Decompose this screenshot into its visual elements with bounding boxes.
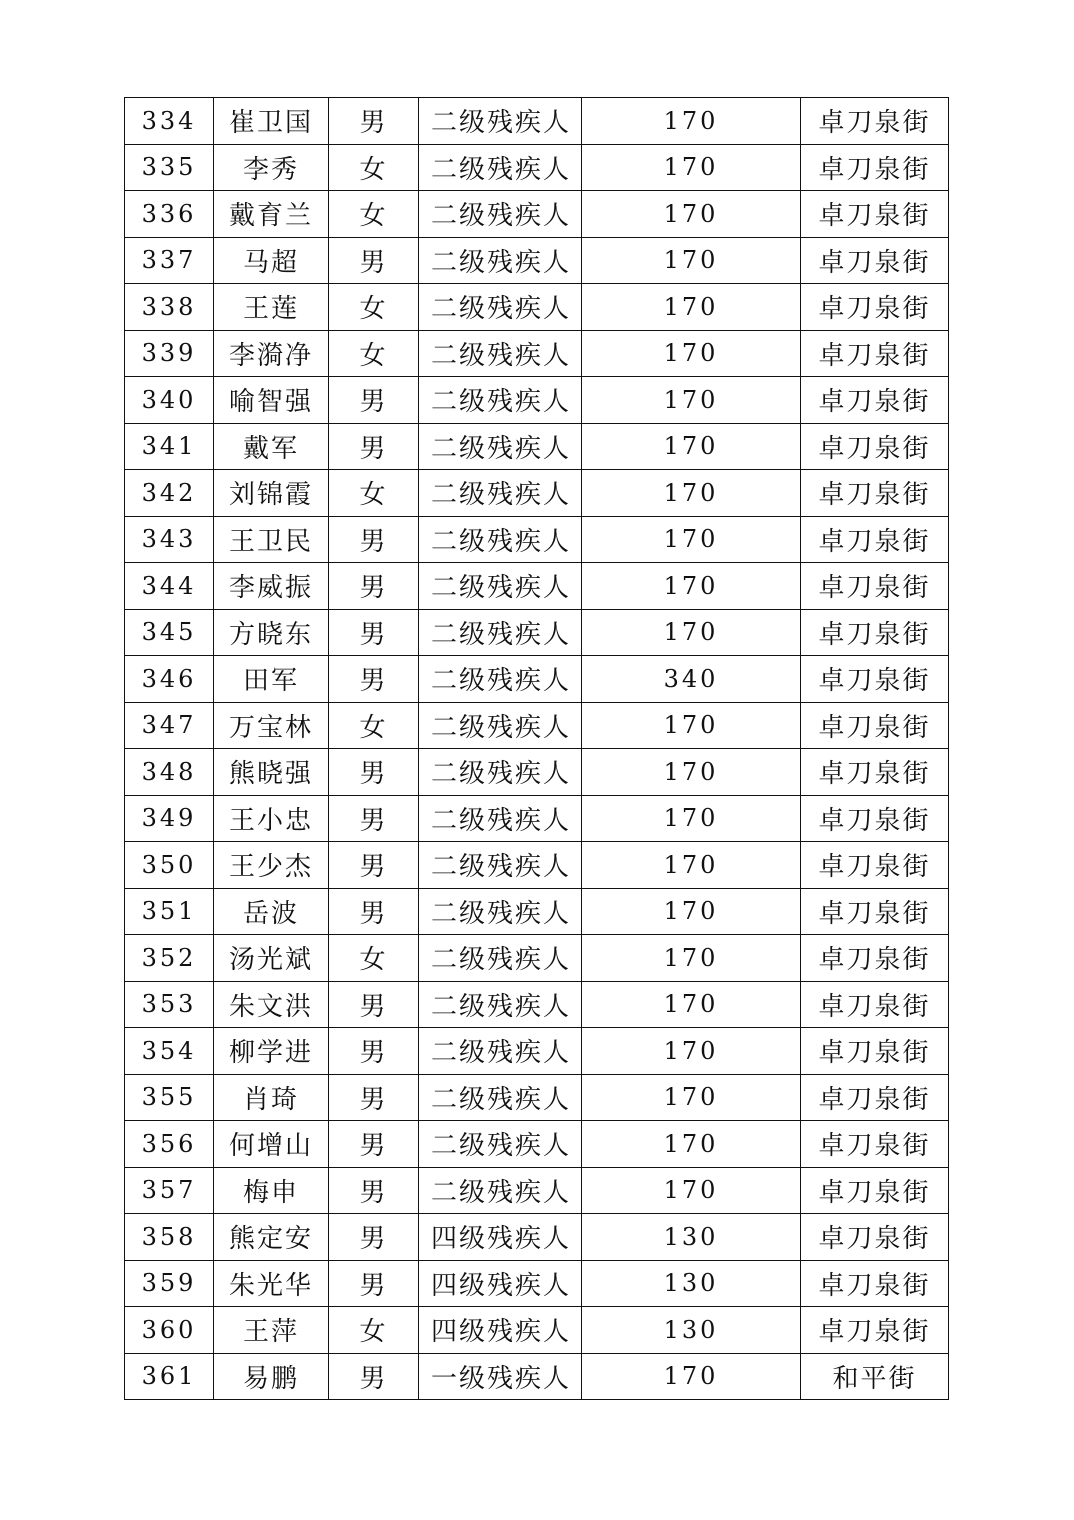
table-row [125, 330, 949, 377]
table-row [125, 1074, 949, 1121]
street-cell: 卓刀泉街 [801, 1167, 949, 1214]
street-cell: 和平街 [801, 1353, 949, 1400]
amount-cell: 170 [582, 1353, 801, 1400]
table-row [125, 284, 949, 331]
row-number-cell: 346 [125, 656, 214, 703]
street-cell: 卓刀泉街 [801, 656, 949, 703]
row-number-cell: 340 [125, 377, 214, 424]
street-cell: 卓刀泉街 [801, 98, 949, 145]
street-cell: 卓刀泉街 [801, 842, 949, 889]
gender-cell: 女 [329, 284, 419, 331]
amount-cell: 170 [582, 935, 801, 982]
name-cell: 朱文洪 [214, 981, 329, 1028]
disability-level-cell: 二级残疾人 [419, 981, 582, 1028]
name-cell: 万宝林 [214, 702, 329, 749]
table-row [125, 1307, 949, 1354]
disability-level-cell: 二级残疾人 [419, 888, 582, 935]
gender-cell: 男 [329, 656, 419, 703]
street-cell: 卓刀泉街 [801, 981, 949, 1028]
amount-cell: 130 [582, 1260, 801, 1307]
gender-cell: 男 [329, 1353, 419, 1400]
name-cell: 梅申 [214, 1167, 329, 1214]
street-cell: 卓刀泉街 [801, 609, 949, 656]
disability-level-cell: 二级残疾人 [419, 377, 582, 424]
gender-cell: 男 [329, 888, 419, 935]
gender-cell: 女 [329, 330, 419, 377]
table-row [125, 470, 949, 517]
name-cell: 何增山 [214, 1121, 329, 1168]
street-cell: 卓刀泉街 [801, 516, 949, 563]
row-number-cell: 355 [125, 1074, 214, 1121]
gender-cell: 男 [329, 1121, 419, 1168]
row-number-cell: 335 [125, 144, 214, 191]
street-cell: 卓刀泉街 [801, 1121, 949, 1168]
gender-cell: 男 [329, 749, 419, 796]
name-cell: 王莲 [214, 284, 329, 331]
amount-cell: 170 [582, 144, 801, 191]
name-cell: 熊定安 [214, 1214, 329, 1261]
name-cell: 易鹏 [214, 1353, 329, 1400]
row-number-cell: 357 [125, 1167, 214, 1214]
name-cell: 柳学进 [214, 1028, 329, 1075]
name-cell: 方晓东 [214, 609, 329, 656]
name-cell: 王少杰 [214, 842, 329, 889]
name-cell: 熊晓强 [214, 749, 329, 796]
gender-cell: 男 [329, 98, 419, 145]
name-cell: 汤光斌 [214, 935, 329, 982]
disability-level-cell: 四级残疾人 [419, 1214, 582, 1261]
disability-level-cell: 二级残疾人 [419, 144, 582, 191]
disability-level-cell: 二级残疾人 [419, 330, 582, 377]
gender-cell: 男 [329, 842, 419, 889]
table-row [125, 1121, 949, 1168]
street-cell: 卓刀泉街 [801, 935, 949, 982]
gender-cell: 男 [329, 609, 419, 656]
table-row [125, 191, 949, 238]
name-cell: 李秀 [214, 144, 329, 191]
gender-cell: 女 [329, 191, 419, 238]
subsidy-table [124, 97, 949, 1400]
gender-cell: 男 [329, 1028, 419, 1075]
table-row [125, 98, 949, 145]
table-row [125, 1167, 949, 1214]
disability-level-cell: 二级残疾人 [419, 563, 582, 610]
disability-level-cell: 二级残疾人 [419, 470, 582, 517]
street-cell: 卓刀泉街 [801, 470, 949, 517]
disability-level-cell: 二级残疾人 [419, 191, 582, 238]
table-row [125, 1353, 949, 1400]
table-row [125, 888, 949, 935]
table-row [125, 609, 949, 656]
disability-level-cell: 二级残疾人 [419, 935, 582, 982]
row-number-cell: 356 [125, 1121, 214, 1168]
gender-cell: 女 [329, 144, 419, 191]
disability-level-cell: 二级残疾人 [419, 842, 582, 889]
amount-cell: 170 [582, 377, 801, 424]
table-row [125, 935, 949, 982]
table-body [125, 98, 949, 1400]
table-row [125, 377, 949, 424]
gender-cell: 男 [329, 237, 419, 284]
table-row [125, 516, 949, 563]
row-number-cell: 338 [125, 284, 214, 331]
gender-cell: 女 [329, 935, 419, 982]
row-number-cell: 361 [125, 1353, 214, 1400]
amount-cell: 170 [582, 423, 801, 470]
row-number-cell: 337 [125, 237, 214, 284]
table-row [125, 1214, 949, 1261]
street-cell: 卓刀泉街 [801, 191, 949, 238]
street-cell: 卓刀泉街 [801, 330, 949, 377]
street-cell: 卓刀泉街 [801, 1214, 949, 1261]
gender-cell: 男 [329, 1260, 419, 1307]
amount-cell: 170 [582, 470, 801, 517]
disability-level-cell: 二级残疾人 [419, 284, 582, 331]
street-cell: 卓刀泉街 [801, 563, 949, 610]
gender-cell: 男 [329, 377, 419, 424]
row-number-cell: 336 [125, 191, 214, 238]
amount-cell: 170 [582, 1074, 801, 1121]
row-number-cell: 352 [125, 935, 214, 982]
street-cell: 卓刀泉街 [801, 702, 949, 749]
amount-cell: 170 [582, 842, 801, 889]
gender-cell: 男 [329, 981, 419, 1028]
row-number-cell: 348 [125, 749, 214, 796]
table-row [125, 842, 949, 889]
name-cell: 戴军 [214, 423, 329, 470]
street-cell: 卓刀泉街 [801, 237, 949, 284]
amount-cell: 170 [582, 1028, 801, 1075]
disability-level-cell: 二级残疾人 [419, 1028, 582, 1075]
gender-cell: 男 [329, 1074, 419, 1121]
name-cell: 肖琦 [214, 1074, 329, 1121]
row-number-cell: 350 [125, 842, 214, 889]
disability-level-cell: 二级残疾人 [419, 656, 582, 703]
amount-cell: 340 [582, 656, 801, 703]
table-row [125, 144, 949, 191]
disability-level-cell: 一级残疾人 [419, 1353, 582, 1400]
street-cell: 卓刀泉街 [801, 1074, 949, 1121]
table-row [125, 423, 949, 470]
table-row [125, 1028, 949, 1075]
street-cell: 卓刀泉街 [801, 284, 949, 331]
name-cell: 刘锦霞 [214, 470, 329, 517]
street-cell: 卓刀泉街 [801, 795, 949, 842]
table-row [125, 563, 949, 610]
amount-cell: 170 [582, 284, 801, 331]
row-number-cell: 339 [125, 330, 214, 377]
disability-level-cell: 二级残疾人 [419, 237, 582, 284]
amount-cell: 130 [582, 1307, 801, 1354]
amount-cell: 170 [582, 516, 801, 563]
amount-cell: 170 [582, 330, 801, 377]
name-cell: 李漪净 [214, 330, 329, 377]
disability-level-cell: 二级残疾人 [419, 702, 582, 749]
amount-cell: 170 [582, 98, 801, 145]
amount-cell: 170 [582, 609, 801, 656]
street-cell: 卓刀泉街 [801, 377, 949, 424]
name-cell: 李威振 [214, 563, 329, 610]
name-cell: 喻智强 [214, 377, 329, 424]
amount-cell: 170 [582, 795, 801, 842]
amount-cell: 130 [582, 1214, 801, 1261]
row-number-cell: 344 [125, 563, 214, 610]
street-cell: 卓刀泉街 [801, 423, 949, 470]
amount-cell: 170 [582, 702, 801, 749]
row-number-cell: 334 [125, 98, 214, 145]
disability-level-cell: 二级残疾人 [419, 795, 582, 842]
row-number-cell: 342 [125, 470, 214, 517]
name-cell: 王卫民 [214, 516, 329, 563]
disability-level-cell: 二级残疾人 [419, 516, 582, 563]
street-cell: 卓刀泉街 [801, 144, 949, 191]
street-cell: 卓刀泉街 [801, 888, 949, 935]
amount-cell: 170 [582, 749, 801, 796]
table-row [125, 1260, 949, 1307]
amount-cell: 170 [582, 1167, 801, 1214]
name-cell: 马超 [214, 237, 329, 284]
row-number-cell: 343 [125, 516, 214, 563]
name-cell: 田军 [214, 656, 329, 703]
row-number-cell: 351 [125, 888, 214, 935]
amount-cell: 170 [582, 563, 801, 610]
gender-cell: 男 [329, 423, 419, 470]
table-row [125, 237, 949, 284]
gender-cell: 男 [329, 1214, 419, 1261]
street-cell: 卓刀泉街 [801, 1307, 949, 1354]
disability-level-cell: 二级残疾人 [419, 1121, 582, 1168]
row-number-cell: 353 [125, 981, 214, 1028]
disability-level-cell: 二级残疾人 [419, 98, 582, 145]
row-number-cell: 347 [125, 702, 214, 749]
table-row [125, 981, 949, 1028]
table-row [125, 795, 949, 842]
gender-cell: 男 [329, 563, 419, 610]
disability-level-cell: 四级残疾人 [419, 1260, 582, 1307]
name-cell: 朱光华 [214, 1260, 329, 1307]
gender-cell: 女 [329, 1307, 419, 1354]
name-cell: 王萍 [214, 1307, 329, 1354]
street-cell: 卓刀泉街 [801, 1028, 949, 1075]
row-number-cell: 345 [125, 609, 214, 656]
row-number-cell: 341 [125, 423, 214, 470]
gender-cell: 男 [329, 516, 419, 563]
name-cell: 戴育兰 [214, 191, 329, 238]
row-number-cell: 360 [125, 1307, 214, 1354]
disability-level-cell: 二级残疾人 [419, 1074, 582, 1121]
table-row [125, 656, 949, 703]
table-row [125, 702, 949, 749]
gender-cell: 男 [329, 1167, 419, 1214]
amount-cell: 170 [582, 191, 801, 238]
amount-cell: 170 [582, 888, 801, 935]
disability-level-cell: 二级残疾人 [419, 423, 582, 470]
name-cell: 王小忠 [214, 795, 329, 842]
table-row [125, 749, 949, 796]
amount-cell: 170 [582, 981, 801, 1028]
disability-level-cell: 二级残疾人 [419, 609, 582, 656]
amount-cell: 170 [582, 1121, 801, 1168]
gender-cell: 男 [329, 795, 419, 842]
gender-cell: 女 [329, 702, 419, 749]
disability-level-cell: 四级残疾人 [419, 1307, 582, 1354]
name-cell: 岳波 [214, 888, 329, 935]
disability-level-cell: 二级残疾人 [419, 749, 582, 796]
street-cell: 卓刀泉街 [801, 1260, 949, 1307]
row-number-cell: 358 [125, 1214, 214, 1261]
street-cell: 卓刀泉街 [801, 749, 949, 796]
row-number-cell: 349 [125, 795, 214, 842]
disability-level-cell: 二级残疾人 [419, 1167, 582, 1214]
gender-cell: 女 [329, 470, 419, 517]
name-cell: 崔卫国 [214, 98, 329, 145]
amount-cell: 170 [582, 237, 801, 284]
row-number-cell: 359 [125, 1260, 214, 1307]
row-number-cell: 354 [125, 1028, 214, 1075]
